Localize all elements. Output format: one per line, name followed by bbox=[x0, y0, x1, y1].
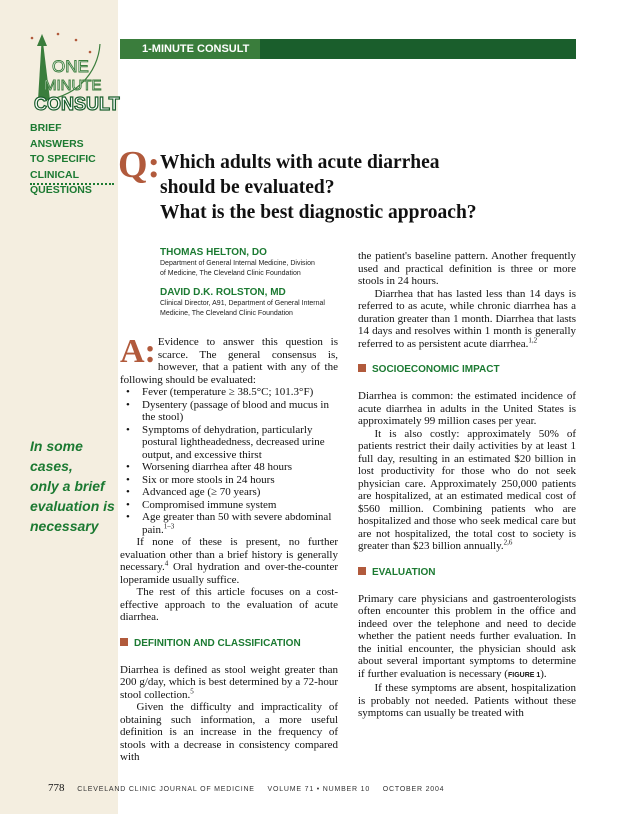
square-bullet-icon bbox=[358, 364, 366, 372]
answer-letter: A: bbox=[120, 333, 156, 370]
question-letter: Q: bbox=[118, 144, 161, 186]
paragraph: the patient's baseline pattern. Another frequently used and practical definition is three or more stools in 24 hours. bbox=[358, 250, 576, 287]
section-heading: DEFINITION AND CLASSIFICATION bbox=[120, 638, 338, 650]
one-minute-consult-logo bbox=[28, 28, 128, 113]
list-item: • Six or more stools in 24 hours bbox=[142, 474, 338, 487]
paragraph: Diarrhea is common: the estimated incidence of acute diarrhea in adults in the United States is approximately 99 million cases per year. bbox=[358, 390, 576, 427]
page-footer bbox=[48, 782, 608, 794]
square-bullet-icon bbox=[358, 567, 366, 575]
paragraph: It is also costly: approximately 50% of patients restrict their daily activities by at least 1 full day, resulting in an estimated $20 billion in lost productivity for those who do not seek physician care. Approximately 250,000 patients are hospitalized, at an estimated medical cost of $560 million. Combining patients who are hospitalized and those who seek medical care but are not hospitalized, the total cost to society is greater than $23 billion annually.$^{2,6}$ bbox=[358, 427, 576, 552]
paragraph: If these symptoms are absent, hospitalization is probably not needed. Patients without these symptoms can usually be treated with bbox=[358, 682, 576, 719]
list-item: • Advanced age (≥ 70 years) bbox=[142, 486, 338, 499]
paragraph: The rest of this article focuses on a cost-effective approach to the evaluation of acute diarrhea. bbox=[120, 586, 338, 623]
issue-date: OCTOBER 2004 bbox=[382, 786, 445, 793]
journal-name: CLEVELAND CLINIC JOURNAL OF MEDICINE bbox=[77, 786, 255, 793]
section-banner bbox=[120, 39, 576, 59]
list-item: • Dysentery (passage of blood and mucus in the stool) bbox=[142, 399, 338, 424]
list-item: • Worsening diarrhea after 48 hours bbox=[142, 461, 338, 474]
page-number: 778 bbox=[48, 782, 65, 794]
square-bullet-icon bbox=[120, 638, 128, 646]
volume-info: VOLUME 71 • NUMBER 10 bbox=[267, 786, 371, 793]
figure-reference: FIGURE 1 bbox=[507, 671, 541, 679]
list-item: • Age greater than 50 with severe abdominal pain.$^{1-3}$ bbox=[142, 511, 338, 536]
answer-intro: A: Evidence to answer this question is scarce. The general consensus is, however, that a patient with any of the following should be evaluated: bbox=[120, 333, 338, 386]
logo-line1: ONE bbox=[52, 57, 89, 76]
author-name: DAVID D.K. ROLSTON, MD bbox=[160, 287, 286, 298]
author-affiliation: Department of General Internal Medicine, Division of Medicine, The Cleveland Clinic Foundation bbox=[160, 260, 315, 277]
paragraph: Diarrhea that has lasted less than 14 days is referred to as acute, while chronic diarrhea has a duration greater than 1 month. Diarrhea that lasts 14 days and resolves within 1 month is generally referred to as persistent acute diarrhea.$^{1,2}$ bbox=[358, 287, 576, 350]
pull-quote: In some cases, only a brief evaluation is necessary bbox=[30, 438, 115, 534]
logo-line2: MINUTE bbox=[44, 77, 102, 94]
list-item: • Symptoms of dehydration, particularly postural lightheadedness, decreased urine output, and excessive thirst bbox=[142, 424, 338, 462]
question-title: Which adults with acute diarrhea should be evaluated? What is the best diagnostic approach? bbox=[160, 152, 477, 223]
section-heading: SOCIOECONOMIC IMPACT bbox=[358, 364, 576, 376]
section-heading: EVALUATION bbox=[358, 567, 576, 579]
paragraph: Diarrhea is defined as stool weight greater than 200 g/day, which is best determined by a 72-hour stool collection.$^5$ bbox=[120, 663, 338, 701]
criteria-list bbox=[120, 386, 338, 536]
list-item: • Compromised immune system bbox=[142, 499, 338, 512]
brief-answers-label: BRIEF ANSWERS TO SPECIFIC CLINICAL QUESTIONS bbox=[30, 122, 96, 196]
author-affiliation: Clinical Director, A91, Department of General Internal Medicine, The Cleveland Clinic Foundation bbox=[160, 300, 325, 317]
paragraph: If none of these is present, no further evaluation other than a brief history is generally necessary.$^4$ Oral hydration and over-the-counter loperamide usually suffice. bbox=[120, 536, 338, 586]
right-column bbox=[358, 250, 576, 720]
banner-label: 1-MINUTE CONSULT bbox=[120, 39, 260, 59]
paragraph: Primary care physicians and gastroenterologists often encounter this problem in the office and indeed over the telephone and need to decide whether the patient needs further evaluation. In the initial encounter, the physician should ask about several important symptoms to determine if further evaluation is necessary (FIGURE 1). bbox=[358, 592, 576, 680]
left-column bbox=[120, 333, 338, 764]
paragraph: Given the difficulty and impracticality of obtaining such information, a more useful definition is an increase in the frequency of stools with a decrease in consistency compared with bbox=[120, 701, 338, 763]
author-block bbox=[160, 246, 350, 326]
author-name: THOMAS HELTON, DO bbox=[160, 247, 267, 258]
dotted-divider bbox=[30, 183, 114, 185]
logo-line3: CONSULT bbox=[34, 94, 120, 113]
list-item: • Fever (temperature ≥ 38.5°C; 101.3°F) bbox=[142, 386, 338, 399]
